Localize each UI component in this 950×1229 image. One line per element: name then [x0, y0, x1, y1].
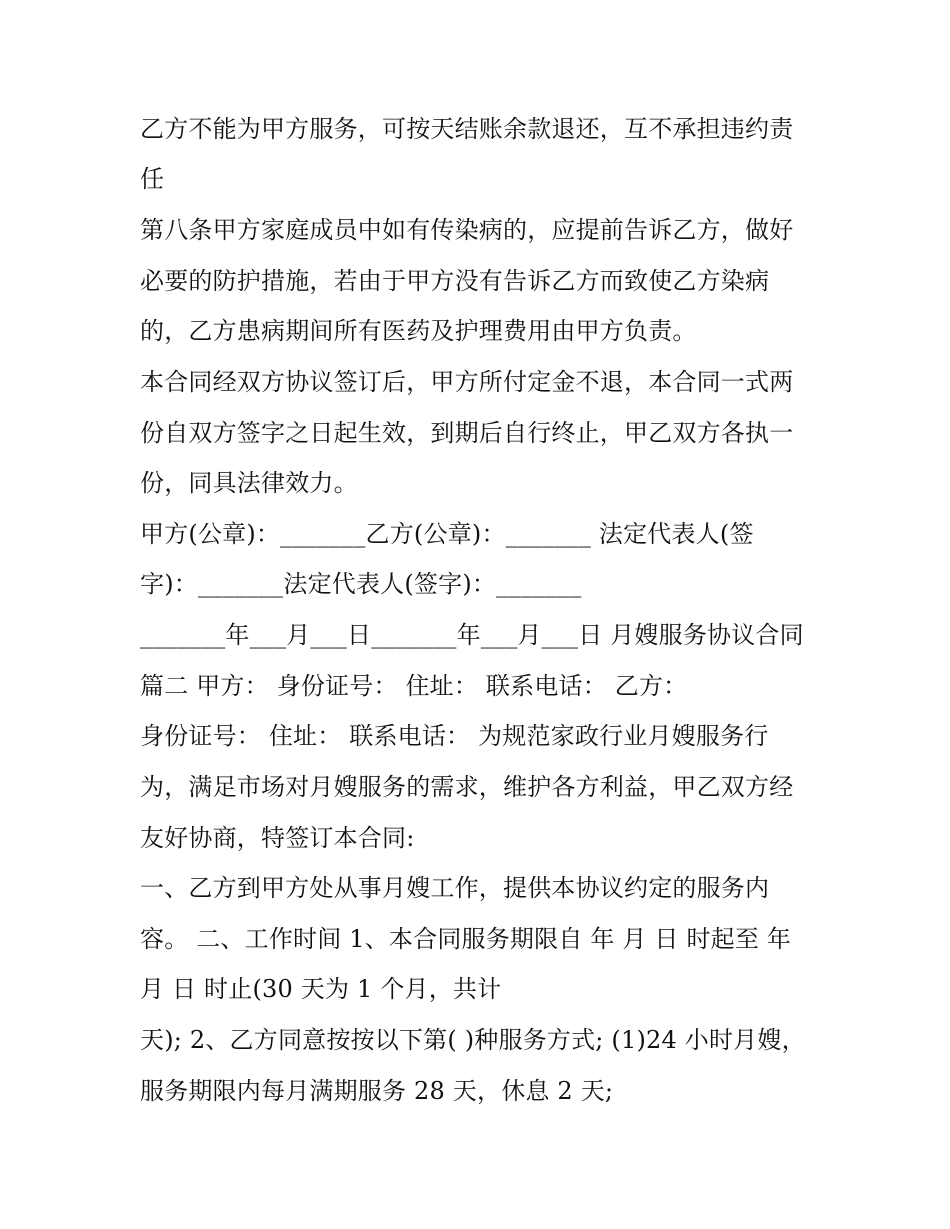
text-line: 友好协商，特签订本合同: [140, 824, 415, 852]
text-line: 天); 2、乙方同意按按以下第( )种服务方式; (1)24 小时月嫂， [140, 1026, 806, 1054]
text-line: 的，乙方患病期间所有医药及护理费用由甲方负责。 [140, 317, 697, 345]
text-line: 服务期限内每月满期服务 28 天，休息 2 天; [140, 1077, 614, 1105]
text-line: _______年___月___日_______年___月___日 月嫂服务协议合同 [140, 621, 804, 649]
text-line: 任 [140, 165, 165, 193]
text-line: 容。 二、工作时间 1、本合同服务期限自 年 月 日 时起至 年 [140, 925, 792, 953]
text-line: 必要的防护措施，若由于甲方没有告诉乙方而致使乙方染病 [140, 267, 770, 295]
text-line: 月 日 时止(30 天为 1 个月，共计 [140, 975, 502, 1003]
text-line: 本合同经双方协议签订后，甲方所付定金不退，本合同一式两 [140, 368, 794, 396]
text-line: 份自双方签字之日起生效，到期后自行终止，甲乙双方各执一 [140, 419, 794, 447]
text-line: 乙方不能为甲方服务，可按天结账余款退还，互不承担违约责 [140, 115, 794, 143]
text-line: 篇二 甲方： 身份证号： 住址： 联系电话： 乙方： [140, 672, 688, 700]
text-line: 身份证号： 住址： 联系电话： 为规范家政行业月嫂服务行 [140, 722, 769, 750]
text-line: 第八条甲方家庭成员中如有传染病的，应提前告诉乙方，做好 [140, 216, 794, 244]
text-line: 一、乙方到甲方处从事月嫂工作，提供本协议约定的服务内 [140, 874, 770, 902]
text-line: 字)：_______法定代表人(签字)：_______ [140, 570, 582, 598]
text-line: 份，同具法律效力。 [140, 469, 358, 497]
text-line: 甲方(公章)：_______乙方(公章)：_______ 法定代表人(签 [140, 520, 754, 548]
text-line: 为，满足市场对月嫂服务的需求，维护各方利益，甲乙双方经 [140, 773, 794, 801]
